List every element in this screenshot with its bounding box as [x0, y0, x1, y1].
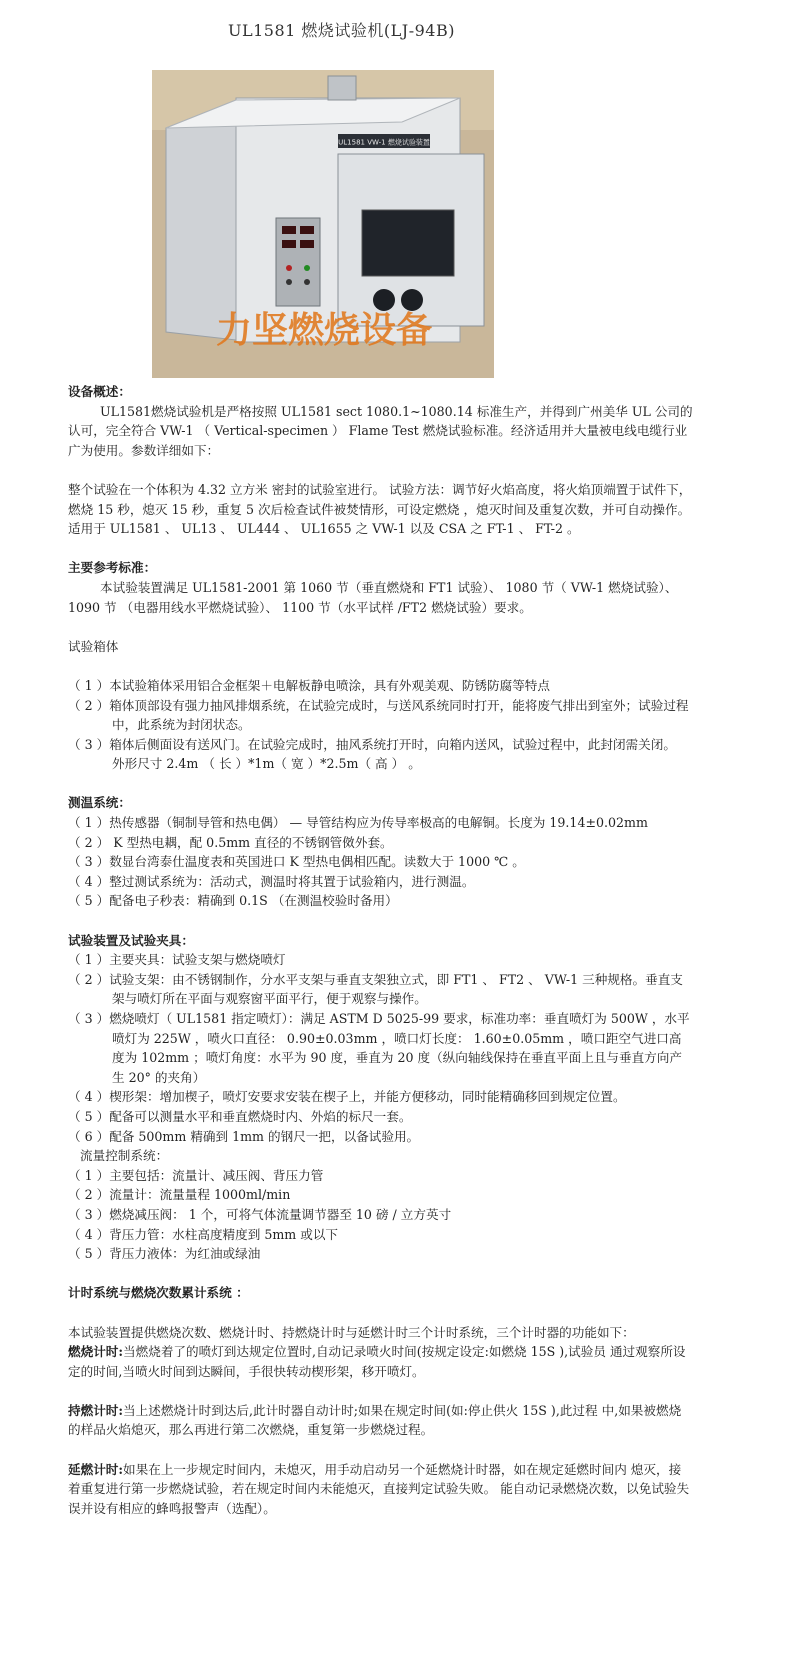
chamber-item: （ 2 ）箱体顶部设有强力抽风排烟系统，在试验完成时，与送风系统同时打开，能将废气排出到室外；试验过程中，此系统为封闭状态。	[68, 697, 689, 733]
fixture-heading: 试验装置及试验夹具：	[68, 932, 194, 948]
hold-timer-paragraph	[68, 1401, 693, 1440]
delay-timer-label: 延燃计时:	[68, 1461, 124, 1477]
temp-item: （ 5 ）配备电子秒表：精确到 0.1S （在测温校验时备用）	[68, 893, 398, 909]
document-body	[68, 382, 693, 1518]
overview-heading: 设备概述：	[68, 384, 131, 399]
fixture-item: （ 4 ）楔形架：增加楔子，喷灯安要求安装在楔子上，并能方便移动，同时能精确移回到规定位置。	[68, 1089, 626, 1105]
burn-timer-text: 当燃烧着了的喷灯到达规定位置时,自动记录喷火时间(按规定设定:如燃烧 15S ),试验员 通过观察所设定的时间,当喷火时间到达瞬间，手很快转动楔形架，移开喷灯。	[68, 1344, 686, 1379]
chamber-item: （ 1 ）本试验箱体采用铝合金框架＋电解板静电喷涂，具有外观美观、防锈防腐等特点	[68, 677, 550, 693]
flow-item: （ 5 ）背压力液体：为红油或绿油	[68, 1246, 261, 1262]
temp-item: （ 1 ）热传感器（铜制导管和热电偶） — 导管结构应为传导率极高的电解铜。长度为 19.14±0.02mm	[68, 815, 648, 831]
chamber-heading: 试验箱体	[68, 638, 119, 654]
hold-timer-label: 持燃计时:	[68, 1402, 124, 1418]
flow-item: （ 1 ）主要包括：流量计、减压阀、背压力管	[68, 1167, 324, 1183]
timer-heading: 计时系统与燃烧次数累计系统 ：	[68, 1285, 249, 1301]
burn-timer-label: 燃烧计时:	[68, 1344, 124, 1360]
product-photo	[152, 70, 494, 378]
fixture-item: （ 3 ）燃烧喷灯（ UL1581 指定喷灯）：满足 ASTM D 5025-99 要求，标准功率：垂直喷灯为 500W ，水平喷灯为 225W ，喷火口直径： 0.90±0.03mm ，喷口灯长度： 1.60±0.05mm ，喷口距空气进口高度为 102mm ；喷灯角度：水平为 90 度，垂直为 20 度（纵向轴线保持在垂直平面上且与垂直方向产生 20° 的夹角）	[68, 1011, 690, 1085]
chamber-item: （ 3 ）箱体后侧面设有送风门。在试验完成时，抽风系统打开时，向箱内送风，试验过程中，此封闭需关闭。	[68, 736, 676, 752]
temp-item: （ 2 ） K 型热电耦，配 0.5mm 直径的不锈钢管傚外套。	[68, 834, 393, 850]
document-title: UL1581 燃烧试验机(LJ-94B)	[228, 21, 455, 40]
overview-paragraph: UL1581燃烧试验机是严格按照 UL1581 sect 1080.1~1080.14 标准生产，并得到广州美华 UL 公司的认可，完全符合 VW-1 （ Vertical-specimen ） Flame Test 燃烧试验标准。经济适用并大量被电线电缆行业广为使用。参数详细如下：	[68, 403, 693, 458]
fixture-item: （ 6 ）配备 500mm 精确到 1mm 的钢尺一把，以备试验用。	[68, 1128, 420, 1144]
standards-heading: 主要参考标准：	[68, 560, 157, 576]
temp-item: （ 4 ）整过测试系统为：活动式，测温时将其置于试验箱内，进行测温。	[68, 873, 475, 889]
chamber-size: 外形尺寸 2.4m （ 长 ）*1m（ 宽 ）*2.5m（ 高 ） 。	[112, 756, 421, 772]
temp-heading: 测温系统：	[68, 795, 131, 811]
hold-timer-text: 当上述燃烧计时到达后,此计时器自动计时;如果在规定时间(如:停止供火 15S ),此过程 中,如果被燃烧的样品火焰熄灭，那么再进行第二次燃烧，重复第一步燃烧过程。	[68, 1402, 682, 1438]
standards-paragraph: 本试验装置满足 UL1581-2001 第 1060 节（垂直燃烧和 FT1 试验）、 1080 节（ VW-1 燃烧试验）、 1090 节 （电器用线水平燃烧试验）、 1100 节（水平试样 /FT2 燃烧试验）要求。	[68, 579, 678, 615]
flow-item: （ 2 ）流量计：流量量程 1000ml/min	[68, 1187, 291, 1203]
delay-timer-text: 如果在上一步规定时间内，未熄灭，用手动启动另一个延燃烧计时器，如在规定延燃时间内 熄灭，接着重复进行第一步燃烧试验，若在规定时间内未能熄灭，直接判定试验失败。 能自动记录燃烧次数，以免试验失误并设有相应的蜂鸣报警声（选配）。	[68, 1461, 690, 1516]
fixture-item: （ 2 ）试验支架：由不锈钢制作，分水平支架与垂直支架独立式，即 FT1 、 FT2 、 VW-1 三种规格。垂直支架与喷灯所在平面与观察窗平面平行，便于观察与操作。	[68, 971, 683, 1007]
burn-timer-paragraph	[68, 1342, 693, 1381]
timer-intro: 本试验装置提供燃烧次数、燃烧计时、持燃烧计时与延燃计时三个计时系统，三个计时器的功能如下：	[68, 1324, 635, 1340]
delay-timer-paragraph	[68, 1460, 693, 1519]
flow-item: （ 4 ）背压力管：水柱高度精度到 5mm 或以下	[68, 1226, 339, 1242]
temp-item: （ 3 ）数显台湾泰仕温度表和英国进口 K 型热电偶相匹配。读数大于 1000 ℃ 。	[68, 854, 525, 870]
overview-paragraph-2: 整个试验在一个体积为 4.32 立方米 密封的试验室进行。 试验方法：调节好火焰高度，将火焰顶端置于试件下，燃烧 15 秒，熄灭 15 秒，重复 5 次后检查试件被焚情形，可设定燃烧 ，熄灭时间及重复次数，并可自动操作。适用于 UL1581 、 UL13 、 UL444 、 UL1655 之 VW-1 以及 CSA 之 FT-1 、 FT-2 。	[68, 481, 692, 537]
flow-item: （ 3 ）燃烧减压阀： 1 个，可将气体流量调节器至 10 磅 / 立方英寸	[68, 1206, 452, 1222]
fixture-item: （ 1 ）主要夹具：试验支架与燃烧喷灯	[68, 952, 286, 968]
fixture-item: （ 5 ）配备可以测量水平和垂直燃烧时内、外焰的标尺一套。	[68, 1108, 412, 1124]
photo-panel-label: UL1581 VW-1 燃烧试验装置	[338, 138, 430, 147]
photo-watermark: 力坚燃烧设备	[215, 310, 433, 351]
flow-heading: 流量控制系统：	[80, 1148, 169, 1164]
